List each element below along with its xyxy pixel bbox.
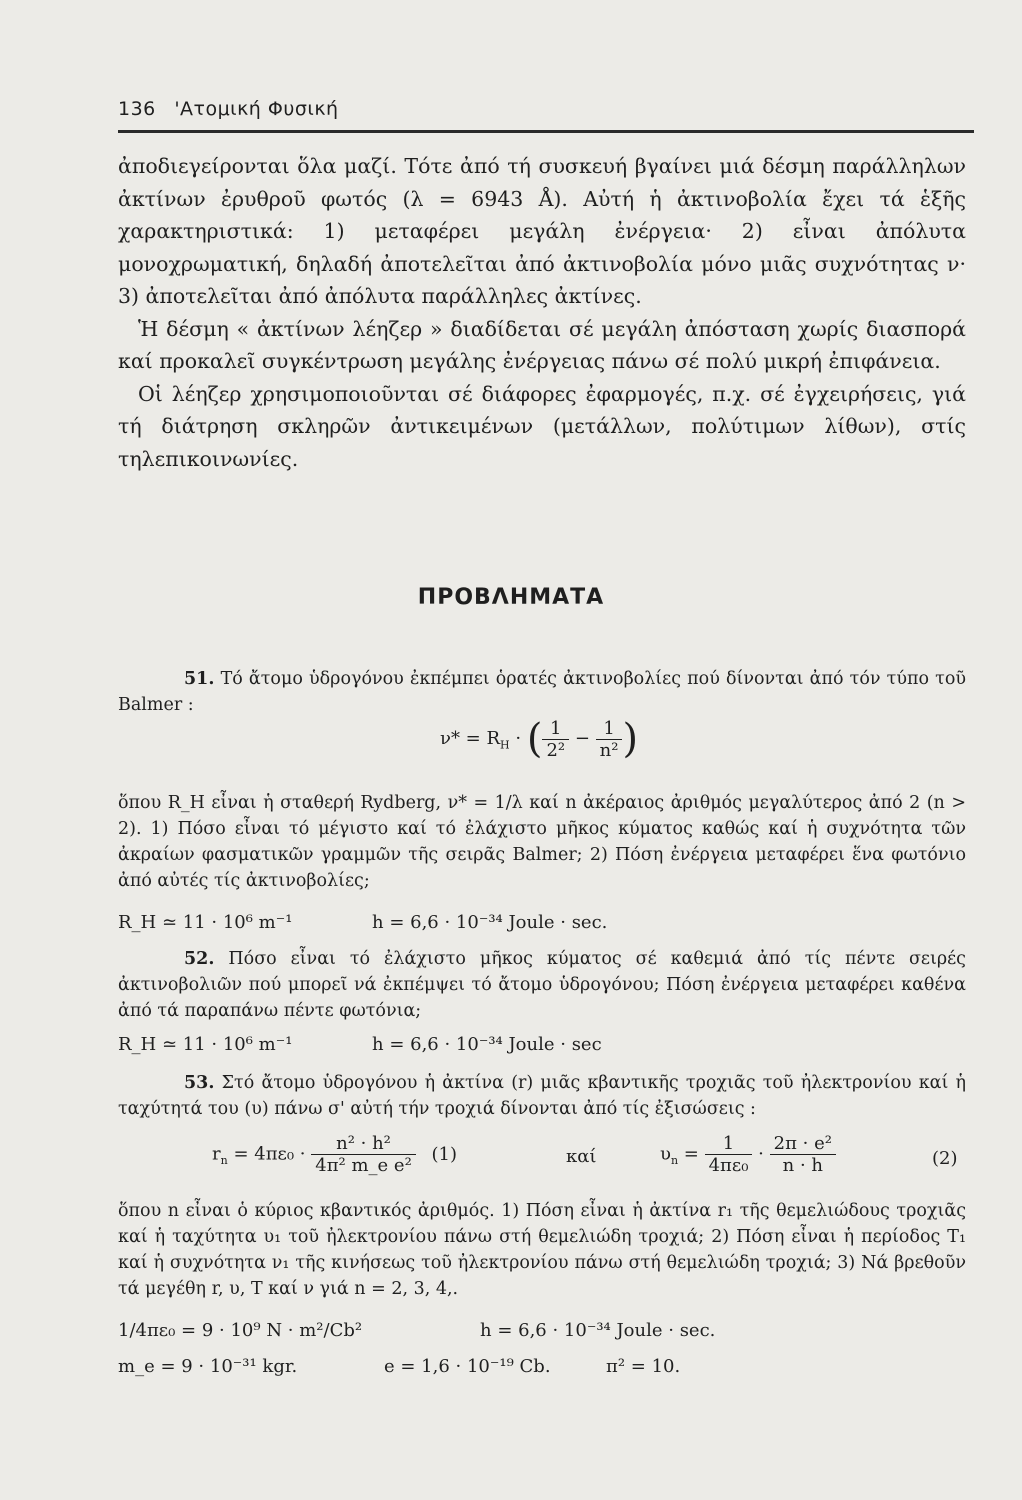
eq1-lhs: r [212, 1143, 221, 1165]
eq1-mid: = 4πε₀ · [233, 1143, 306, 1165]
problem-52-constant-rh: R_H ≃ 11 · 10⁶ m⁻¹ [118, 1034, 293, 1055]
page-header [118, 98, 978, 120]
eq2-fraction-2 [770, 1133, 836, 1176]
problem-51-number: 51. [184, 669, 215, 689]
eq2-f2-den: n · h [782, 1155, 823, 1176]
eq2-dot: · [758, 1143, 764, 1165]
problem-53-questions: ὅπου n εἶναι ὁ κύριος κβαντικός ἀριθμός. 1) Πόση εἶναι ἡ ἀκτίνα r₁ τῆς θεμελιώδους τροχιᾶς καί ἡ ταχύτητα υ₁ τοῦ ἠλεκτρονίου πάνω στή θεμελιώδη τροχιά; 2) Πόση εἶναι ἡ περίοδος T₁ καί ἡ συχνότητα ν₁ τῆς κινήσεως τοῦ ἠλεκτρονίου πάνω στή θεμελιώδη τροχιά; 3) Νά βρεθοῦν τά μεγέθη r, υ, T καί ν γιά n = 2, 3, 4,. [118, 1201, 966, 1299]
problem-52-constant-h: h = 6,6 · 10⁻³⁴ Joule · sec [372, 1034, 602, 1055]
eq2-equals: = [683, 1143, 699, 1165]
eq1-fraction [311, 1133, 416, 1176]
chapter-title: 'Ατομική Φυσική [174, 98, 339, 120]
balmer-sub: H [500, 738, 510, 752]
problem-53-body [118, 1198, 966, 1302]
frac2-den: n² [599, 739, 619, 761]
eq2-f1-num: 1 [705, 1133, 753, 1155]
section-heading: ΠΡΟΒΛΗΜΑΤΑ [417, 585, 605, 610]
eq2-lhs: υ [660, 1143, 671, 1165]
eq2-f2-num: 2π · e² [770, 1133, 836, 1155]
problem-51-constant-rh: R_H ≃ 11 · 10⁶ m⁻¹ [118, 912, 293, 933]
page-number: 136 [118, 98, 156, 120]
frac2-num: 1 [596, 718, 623, 740]
eq1-den: 4π² m_e e² [315, 1155, 412, 1176]
problem-53-text: Στό ἄτομο ὑδρογόνου ἡ ἀκτίνα (r) μιᾶς κβαντικῆς τροχιᾶς τοῦ ἠλεκτρονίου καί ἡ ταχύτητά του (υ) πάνω σ' αὐτή τήν τροχιά δίνονται ἀπό τίς ἐξισώσεις : [118, 1073, 966, 1119]
balmer-lhs: ν* = R [440, 728, 501, 749]
problem-52-number: 52. [184, 949, 215, 969]
intro-paragraph-3: Οἱ λέηζερ χρησιμοποιοῦνται σέ διάφορες ἐφαρμογές, π.χ. σέ ἐγχειρήσεις, γιά τή διάτρηση σκληρῶν ἀντικειμένων (μετάλλων, πολύτιμων λίθων), στίς τηλεπικοινωνίες. [118, 381, 966, 471]
velocity-equation [660, 1133, 836, 1176]
balmer-formula: $\nu* = R_H$ · ( $\frac{1}{\text{2²}}$ − $\frac{1}{\text{n²}}$ ) [440, 716, 639, 762]
constant-planck: h = 6,6 · 10⁻³⁴ Joule · sec. [480, 1320, 716, 1341]
problem-51-body [118, 790, 966, 894]
eq2-fraction-1 [705, 1133, 753, 1176]
balmer-fraction-2 [596, 718, 623, 761]
problem-51-constant-h: h = 6,6 · 10⁻³⁴ Joule · sec. [372, 912, 608, 933]
close-paren: ) [622, 716, 639, 762]
problem-52-text: Πόσο εἶναι τό ἐλάχιστο μῆκος κύματος σέ καθεμιά ἀπό τίς πέντε σειρές ἀκτινοβολιῶν πού μπορεῖ νά ἐκπέμψει τό ἄτομο ὑδρογόνου; Πόση ἐνέργεια μεταφέρει καθένα ἀπό τά παραπάνω πέντε φωτόνια; [118, 949, 966, 1021]
balmer-dot: · [515, 728, 522, 749]
intro-text [118, 150, 966, 475]
conjunction: καί [566, 1146, 597, 1167]
header-rule [118, 130, 974, 133]
problem-53-number: 53. [184, 1073, 215, 1093]
constant-electron-mass: m_e = 9 · 10⁻³¹ kgr. [118, 1356, 298, 1377]
intro-paragraph-2: Ἡ δέσμη « ἀκτίνων λέηζερ » διαδίδεται σέ μεγάλη ἀπόσταση χωρίς διασπορά καί προκαλεῖ συγκέντρωση μεγάλης ἐνέργειας πάνω σέ πολύ μικρή ἐπιφάνεια. [118, 316, 966, 373]
constant-pi-squared: π² = 10. [606, 1356, 681, 1377]
open-paren: ( [526, 716, 543, 762]
problem-53-statement [118, 1070, 966, 1122]
constant-electron-charge: e = 1,6 · 10⁻¹⁹ Cb. [384, 1356, 551, 1377]
eq2-f1-den: 4πε₀ [708, 1155, 749, 1176]
constant-coulomb: 1/4πε₀ = 9 · 10⁹ N · m²/Cb² [118, 1320, 363, 1341]
balmer-fraction-1 [542, 718, 569, 761]
radius-equation [212, 1133, 457, 1176]
problem-51-questions: ὅπου R_H εἶναι ἡ σταθερή Rydberg, ν* = 1/λ καί n ἀκέραιος ἀριθμός μεγαλύτερος ἀπό 2 (n > 2). 1) Πόσο εἶναι τό μέγιστο καί τό ἐλάχιστο μῆκος κύματος καθώς καί ἡ συχνότητα τῶν ἀκραίων φασματικῶν γραμμῶν τῆς σειρᾶς Balmer; 2) Πόση ἐνέργεια μεταφέρει ἕνα φωτόνιο ἀπό αὐτές τίς ἀκτινοβολίες; [118, 793, 966, 891]
eq1-num: n² · h² [311, 1133, 416, 1155]
intro-paragraph-1: ἀποδιεγείρονται ὅλα μαζί. Τότε ἀπό τή συσκευή βγαίνει μιά δέσμη παράλληλων ἀκτίνων ἐρυθροῦ φωτός (λ = 6943 Å). Αὐτή ἡ ἀκτινοβολία ἔχει τά ἑξῆς χαρακτηριστικά: 1) μεταφέρει μεγάλη ἐνέργεια· 2) εἶναι ἀπόλυτα μονοχρωματική, δηλαδή ἀποτελεῖται ἀπό ἀκτινοβολία μόνο μιᾶς συχνότητας ν· 3) ἀποτελεῖται ἀπό ἀπόλυτα παράλληλες ἀκτίνες. [118, 154, 966, 308]
problem-51-text: Τό ἄτομο ὑδρογόνου ἐκπέμπει ὁρατές ἀκτινοβολίες πού δίνονται ἀπό τόν τύπο τοῦ Balmer : [118, 669, 966, 715]
problem-51-statement [118, 666, 966, 718]
eq2-tag: (2) [932, 1148, 958, 1169]
eq1-tag: (1) [431, 1143, 458, 1165]
frac1-den: 2² [546, 739, 566, 761]
eq1-sub: n [220, 1154, 228, 1168]
frac1-num: 1 [542, 718, 569, 740]
eq2-sub: n [670, 1154, 679, 1168]
problem-52-statement [118, 946, 966, 1024]
